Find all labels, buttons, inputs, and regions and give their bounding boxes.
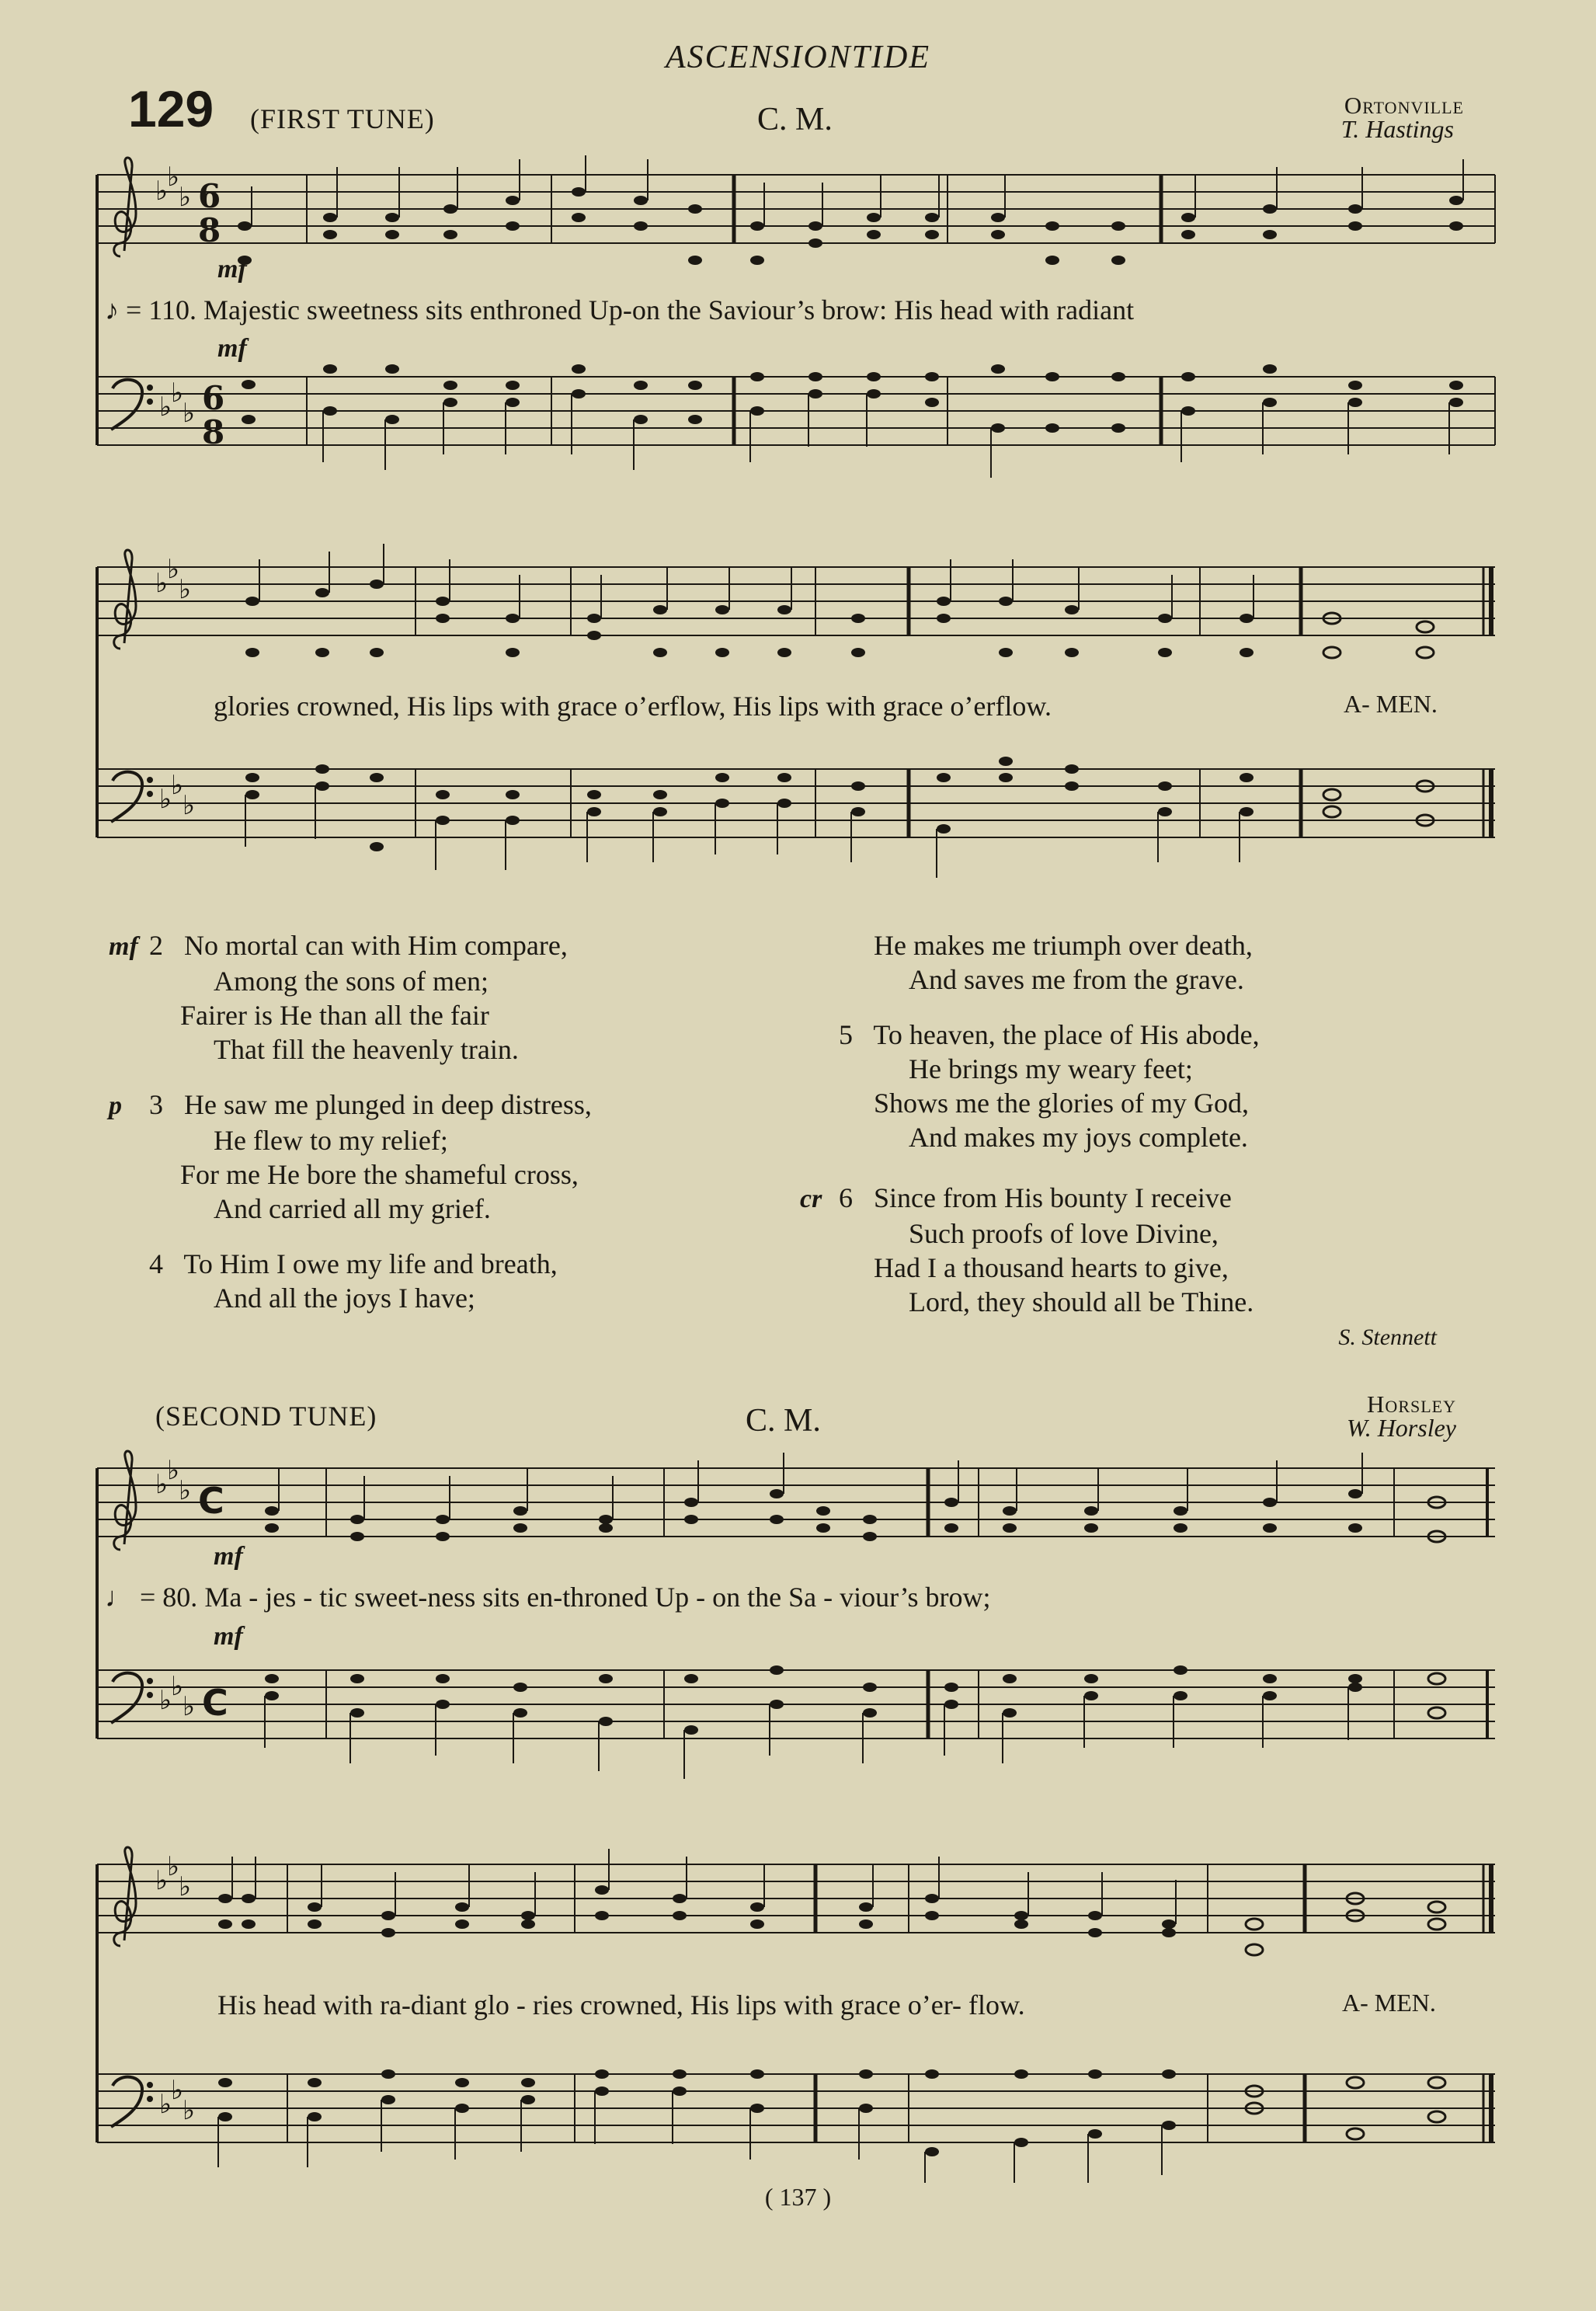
second-tune-system-1-notation: [89, 1445, 1503, 1794]
svg-text:8: 8: [198, 211, 221, 249]
verse-author: S. Stennett: [1338, 1324, 1437, 1350]
verse-3-line-4: And carried all my grief.: [214, 1193, 491, 1224]
verse-3-number: 3: [149, 1089, 163, 1120]
svg-text:♭: ♭: [167, 1455, 180, 1486]
second-tune-dynamic-treble: mf: [214, 1542, 243, 1571]
svg-text:♭: ♭: [171, 1671, 184, 1702]
svg-text:♭: ♭: [171, 2075, 184, 2106]
verse-4-line-2: And all the joys I have;: [214, 1283, 475, 1314]
verse-4-line-4: And saves me from the grave.: [909, 964, 1244, 995]
verse-2-number: 2: [149, 930, 163, 961]
first-tune-system-1-notation: [89, 151, 1503, 501]
svg-text:8: 8: [202, 413, 225, 451]
first-tune-composer: T. Hastings: [1340, 115, 1454, 143]
svg-text:♭: ♭: [183, 2095, 196, 2126]
second-tune-composer: W. Horsley: [1346, 1414, 1456, 1442]
verse-3-line-1: He saw me plunged in deep distress,: [184, 1089, 592, 1120]
verse-3-line-2: He flew to my relief;: [214, 1125, 448, 1156]
svg-text:♭: ♭: [159, 784, 172, 815]
verse-2: [109, 928, 761, 1067]
first-tune-dynamic-bass: mf: [217, 334, 247, 363]
first-tune-meter: C. M.: [757, 102, 833, 137]
verse-5-line-3: Shows me the glories of my God,: [874, 1088, 1249, 1119]
verse-6-line-2: Such proofs of love Divine,: [909, 1218, 1219, 1249]
svg-text:6: 6: [202, 379, 225, 417]
svg-text:♭: ♭: [171, 378, 184, 409]
eighth-note-icon: ♪: [105, 294, 119, 325]
svg-text:♭: ♭: [183, 398, 196, 429]
svg-text:♭: ♭: [183, 1691, 196, 1722]
second-tune-meter: C. M.: [746, 1403, 821, 1439]
svg-text:♭: ♭: [159, 1685, 172, 1716]
second-tune-tempo: = 80.: [140, 1582, 198, 1613]
verse-6-line-1: Since from His bounty I receive: [874, 1182, 1232, 1213]
second-tune-name: Horsley: [1367, 1390, 1456, 1418]
verse-6-line-4: Lord, they should all be Thine.: [909, 1286, 1254, 1317]
verse-4-number: 4: [149, 1248, 163, 1279]
verse-4-part-1: [109, 1247, 761, 1315]
second-tune-lyric-line-1: Ma - jes - tic sweet-ness sits en-throned Up - on the Sa - viour’s brow;: [204, 1582, 991, 1613]
first-tune-tempo-line: [105, 294, 1134, 326]
svg-text:6: 6: [198, 177, 221, 215]
svg-text:♭: ♭: [167, 1851, 180, 1882]
verse-3: [109, 1088, 761, 1226]
quarter-note-icon: ♩: [105, 1582, 133, 1613]
verse-2-line-3: Fairer is He than all the fair: [180, 1000, 489, 1031]
svg-text:♭: ♭: [179, 182, 192, 213]
verse-6-line-3: Had I a thousand hearts to give,: [874, 1252, 1229, 1283]
verse-3-dynamic: p: [109, 1091, 122, 1120]
verse-3-line-3: For me He bore the shameful cross,: [180, 1159, 579, 1190]
svg-text:♭: ♭: [155, 1865, 169, 1896]
first-tune-tempo: = 110.: [126, 294, 196, 325]
first-tune-amen: A- MEN.: [1344, 690, 1438, 718]
section-title: ASCENSIONTIDE: [666, 40, 930, 75]
svg-text:♭: ♭: [159, 392, 172, 423]
svg-text:♭: ♭: [183, 790, 196, 821]
verse-5-line-1: To heaven, the place of His abode,: [873, 1019, 1260, 1050]
svg-text:♭: ♭: [155, 176, 169, 207]
svg-text:♭: ♭: [155, 568, 169, 599]
first-tune-label: (FIRST TUNE): [250, 103, 435, 134]
verse-2-line-1: No mortal can with Him compare,: [184, 930, 568, 961]
first-tune-lyric-line-1: Majestic sweetness sits enthroned Up-on the Saviour’s brow: His head with radiant: [203, 294, 1135, 325]
verse-4-line-1: To Him I owe my life and breath,: [183, 1248, 558, 1279]
second-tune-label: (SECOND TUNE): [155, 1401, 377, 1432]
second-tune-amen: A- MEN.: [1342, 1989, 1436, 2017]
verse-5-line-4: And makes my joys complete.: [909, 1122, 1248, 1153]
svg-text:♭: ♭: [179, 1475, 192, 1506]
svg-text:♭: ♭: [167, 554, 180, 585]
svg-text:C: C: [198, 1480, 224, 1522]
first-tune-lyric-line-2: glories crowned, His lips with grace o’erflow, His lips with grace o’erflow.: [214, 691, 1052, 722]
verse-2-line-2: Among the sons of men;: [214, 966, 489, 997]
first-tune-name: Ortonville: [1344, 92, 1464, 119]
verse-4-part-2: [823, 928, 1476, 997]
page-number: ( 137 ): [764, 2183, 832, 2211]
verse-5-number: 5: [839, 1019, 853, 1050]
svg-text:♭: ♭: [155, 1469, 169, 1500]
second-tune-lyric-line-2: His head with ra-diant glo - ries crowned, His lips with grace o’er- flow.: [217, 1989, 1025, 2020]
verse-5: [823, 1018, 1476, 1154]
verse-6: [800, 1181, 1452, 1319]
svg-text:♭: ♭: [171, 770, 184, 801]
verse-6-number: 6: [839, 1182, 853, 1213]
verse-2-dynamic: mf: [109, 932, 138, 961]
svg-text:♭: ♭: [179, 574, 192, 605]
svg-text:C: C: [202, 1682, 228, 1724]
second-tune-dynamic-bass: mf: [214, 1622, 243, 1651]
hymn-number: 129: [128, 80, 214, 137]
first-tune-dynamic-treble: mf: [217, 255, 247, 284]
svg-text:♭: ♭: [159, 2089, 172, 2120]
svg-text:♭: ♭: [179, 1871, 192, 1902]
second-tune-tempo-line: [105, 1581, 990, 1613]
svg-text:♭: ♭: [167, 162, 180, 193]
verse-6-dynamic: cr: [800, 1185, 822, 1213]
verse-4-line-3: He makes me triumph over death,: [874, 930, 1253, 961]
verse-5-line-2: He brings my weary feet;: [909, 1053, 1193, 1084]
verse-2-line-4: That fill the heavenly train.: [214, 1034, 519, 1065]
